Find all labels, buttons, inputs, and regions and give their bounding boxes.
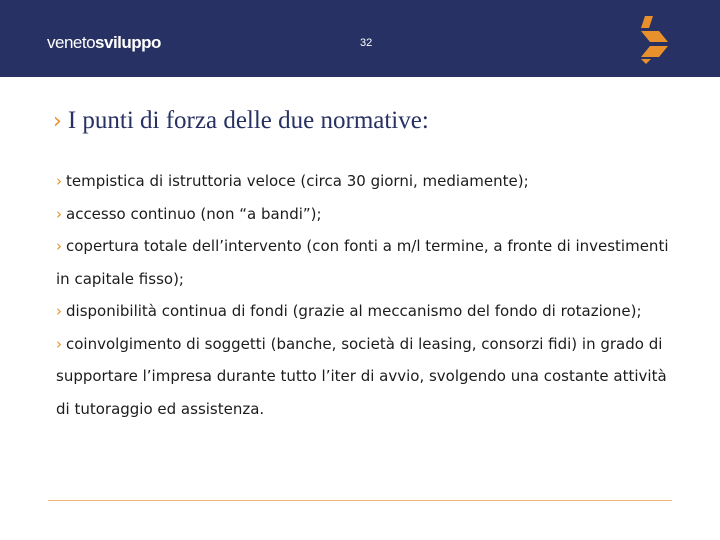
bullet-list xyxy=(56,165,676,425)
bullet-item xyxy=(56,198,676,231)
venetosviluppo-logo-icon xyxy=(638,16,674,64)
bullet-text: accesso continuo (non “a bandi”); xyxy=(66,204,322,223)
brand-wordmark-bold: sviluppo xyxy=(95,33,161,52)
bullet-chevron-icon: › xyxy=(56,237,62,255)
bullet-text: tempistica di istruttoria veloce (circa 30 giorni, mediamente); xyxy=(66,172,529,190)
brand-wordmark xyxy=(47,33,161,53)
slide-title xyxy=(53,107,429,135)
bullet-chevron-icon: › xyxy=(56,302,62,320)
page-number: 32 xyxy=(360,37,373,49)
bullet-chevron-icon: › xyxy=(56,172,62,190)
bullet-item xyxy=(56,165,676,198)
bullet-text: disponibilità continua di fondi (grazie al meccanismo del fondo di rotazione); xyxy=(66,302,642,320)
bullet-text: coinvolgimento di soggetti (banche, società di leasing, consorzi fidi) in grado di supportare l’impresa durante tutto l’iter di avvio, svolgendo una costante attività di tutoraggio ed assistenza. xyxy=(56,334,667,418)
bullet-text: copertura totale dell’intervento (con fonti a m/l termine, a fronte di investimenti in capitale fisso); xyxy=(56,237,669,288)
slide-header xyxy=(0,0,720,77)
bullet-item xyxy=(56,328,676,426)
bullet-item xyxy=(56,230,676,295)
bullet-chevron-icon: › xyxy=(56,204,62,223)
bullet-chevron-icon: › xyxy=(56,334,62,353)
bullet-item xyxy=(56,295,676,328)
brand-wordmark-light: veneto xyxy=(47,33,96,52)
footer-divider xyxy=(48,500,672,501)
slide-title-text: I punti di forza delle due normative: xyxy=(67,107,429,134)
title-chevron-icon: › xyxy=(53,109,62,134)
